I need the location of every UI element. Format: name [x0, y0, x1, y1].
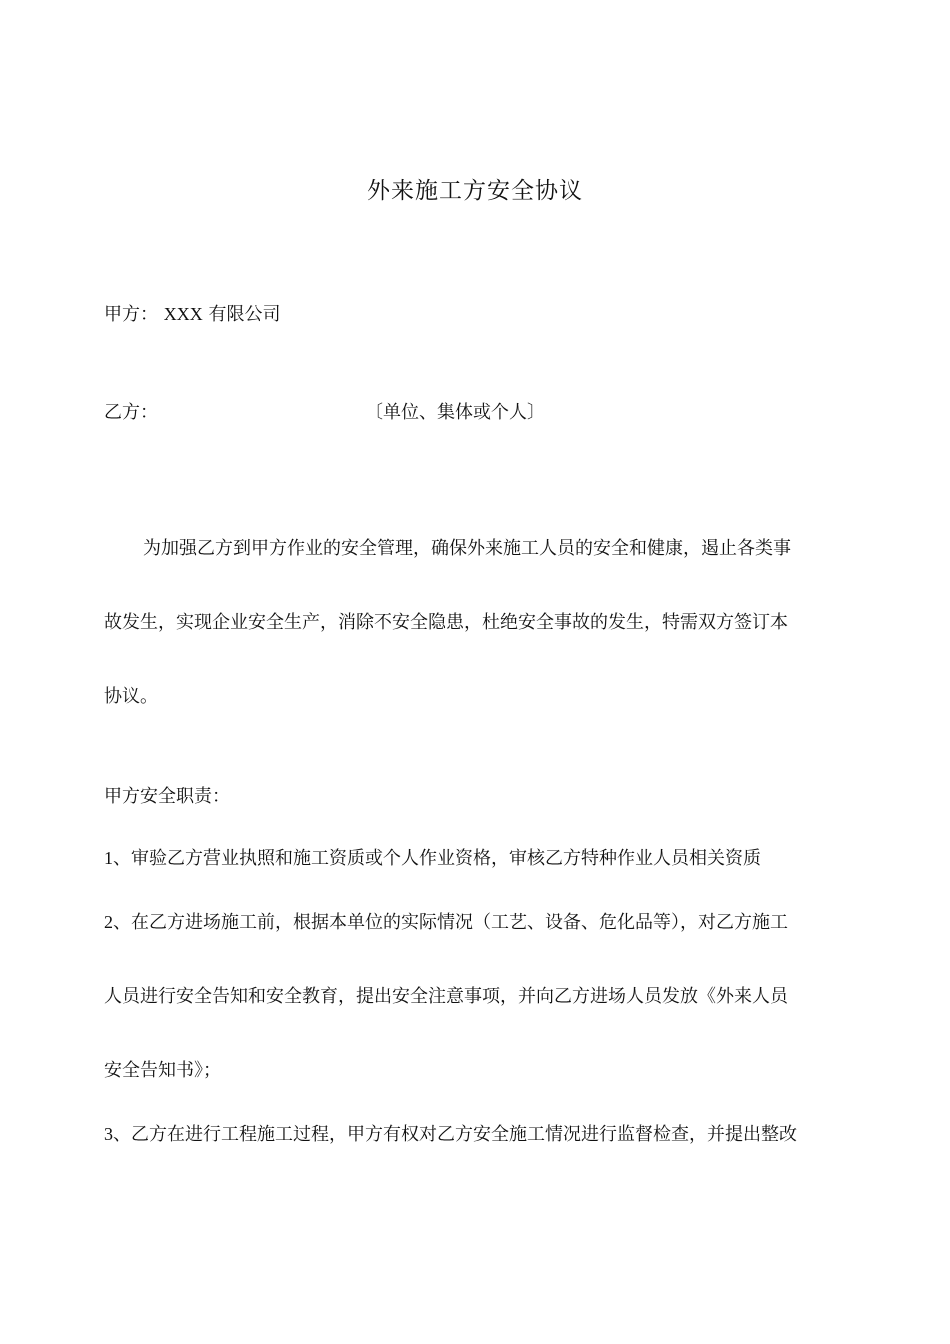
document-title: 外来施工方安全协议: [367, 178, 583, 204]
item-continuation: 安全告知书》；: [104, 1060, 221, 1081]
party-a-line: [104, 300, 280, 326]
item-text: 、乙方在进行工程施工过程，甲方有权对乙方安全施工情况进行监督检查，并提出整改: [113, 1124, 797, 1145]
party-a-label: 甲方：: [104, 304, 158, 325]
party-a-name-cn: 有限公司: [208, 304, 281, 325]
list-item: [104, 844, 761, 870]
party-b-label: 乙方：: [104, 402, 158, 423]
item-text: 、在乙方进场施工前，根据本单位的实际情况（工艺、设备、危化品等），对乙方施工: [113, 912, 788, 933]
party-a-name-latin: XXX: [163, 304, 203, 324]
intro-line: 故发生，实现企业安全生产，消除不安全隐患，杜绝安全事故的发生，特需双方签订本: [104, 612, 788, 633]
item-number: 2: [104, 912, 113, 932]
party-b-note: 〔单位、集体或个人〕: [365, 402, 545, 423]
item-text: 、审验乙方营业执照和施工资质或个人作业资格，审核乙方特种作业人员相关资质: [113, 848, 761, 869]
list-item: [104, 908, 788, 934]
intro-line: 为加强乙方到甲方作业的安全管理，确保外来施工人员的安全和健康，遏止各类事: [143, 538, 791, 559]
item-number: 1: [104, 848, 113, 868]
item-continuation: 人员进行安全告知和安全教育，提出安全注意事项，并向乙方进场人员发放《外来人员: [104, 986, 788, 1007]
intro-line: 协议。: [104, 686, 158, 707]
item-number: 3: [104, 1124, 113, 1144]
section-heading: 甲方安全职责：: [104, 786, 230, 807]
list-item: [104, 1120, 797, 1146]
